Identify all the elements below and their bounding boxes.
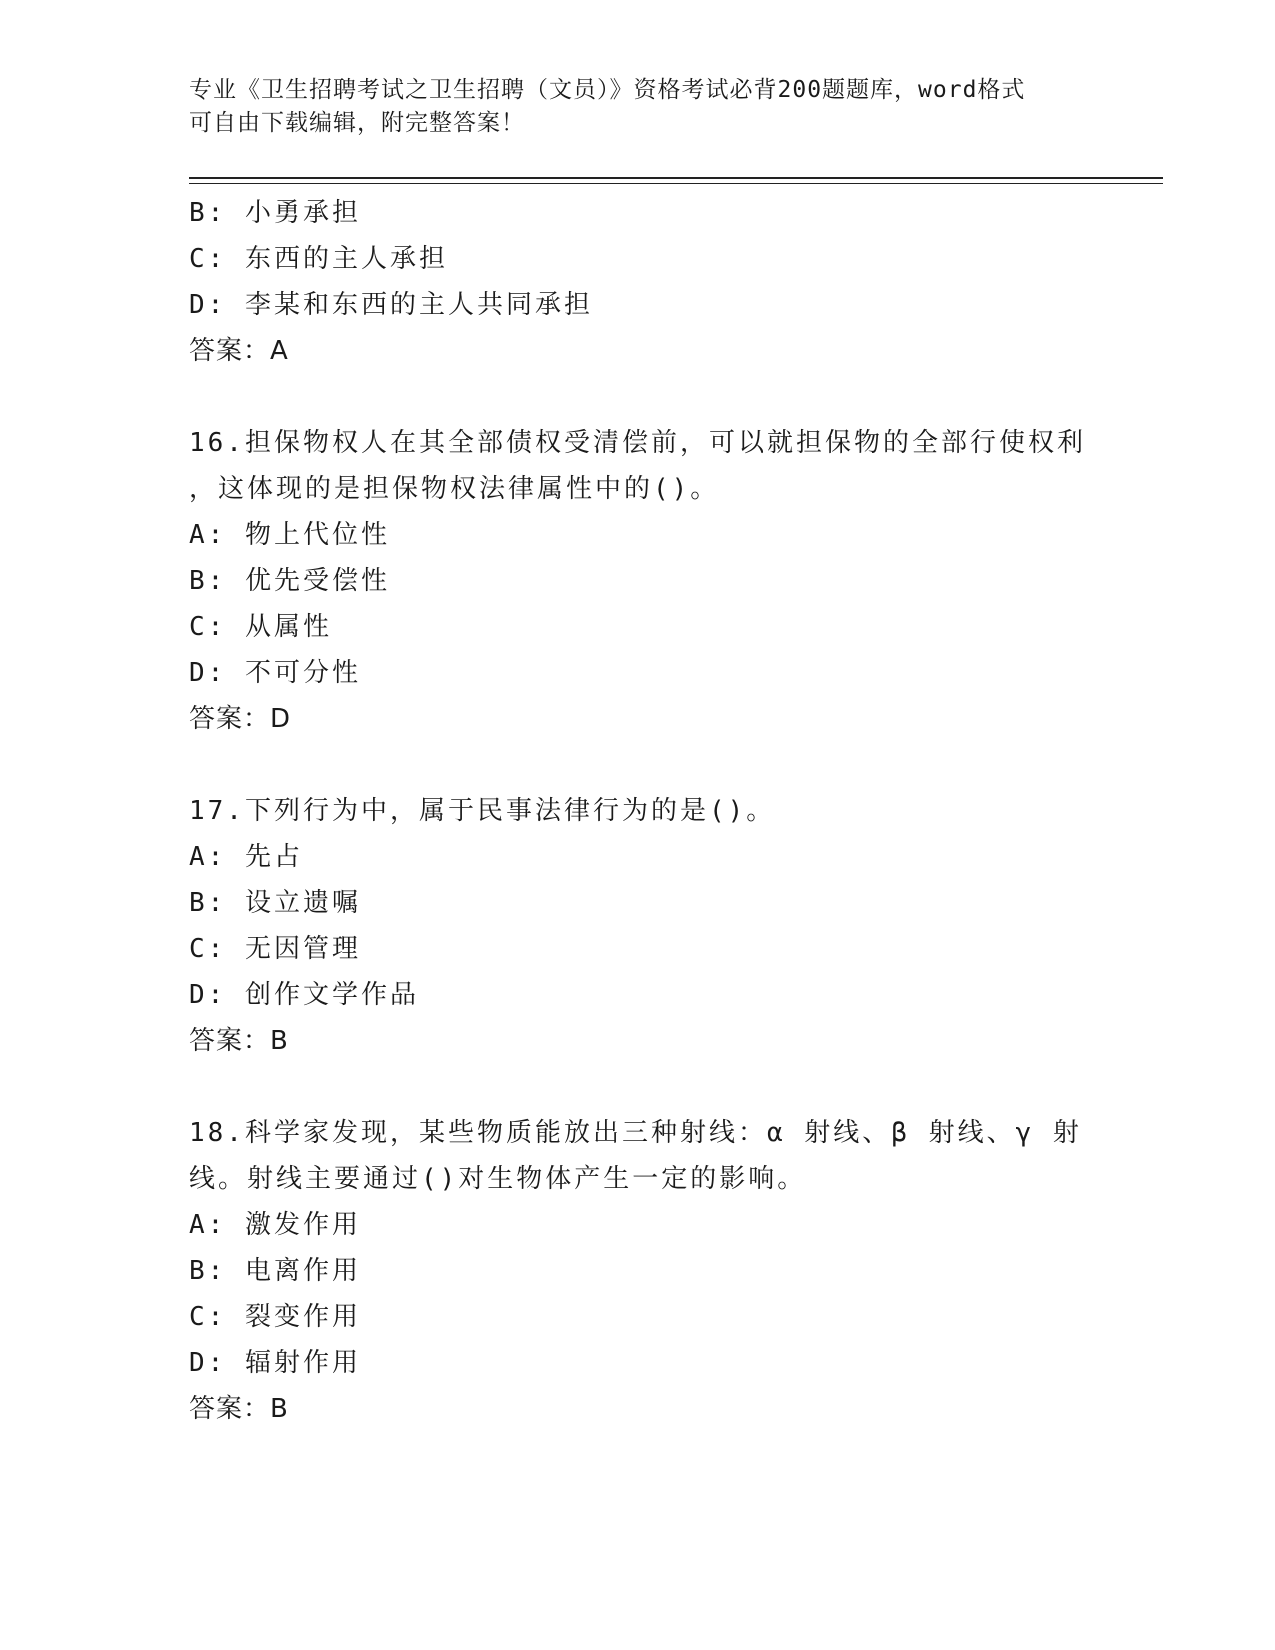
answer-line: 答案：B [189, 1394, 289, 1424]
option-a: A: 先占 [189, 842, 303, 872]
carryover-question [189, 190, 1089, 374]
question-stem-line2: 线。射线主要通过()对生物体产生一定的影响。 [189, 1164, 807, 1194]
option-a: A: 激发作用 [189, 1210, 361, 1240]
option-c: C: 东西的主人承担 [189, 244, 448, 274]
question-stem-line2: ，这体现的是担保物权法律属性中的()。 [189, 474, 720, 504]
option-d: D: 不可分性 [189, 658, 361, 688]
option-b: B: 小勇承担 [189, 198, 361, 228]
question-16 [189, 420, 1089, 742]
question-18 [189, 1110, 1089, 1432]
option-d: D: 李某和东西的主人共同承担 [189, 290, 593, 320]
option-c: C: 无因管理 [189, 934, 361, 964]
answer-line: 答案：D [189, 704, 292, 734]
spacer [189, 742, 1089, 788]
option-c: C: 从属性 [189, 612, 332, 642]
option-a: A: 物上代位性 [189, 520, 390, 550]
question-stem-line1: 18.科学家发现，某些物质能放出三种射线：α 射线、β 射线、γ 射 [189, 1118, 1082, 1148]
option-d: D: 辐射作用 [189, 1348, 361, 1378]
question-stem-line1: 16.担保物权人在其全部债权受清偿前，可以就担保物的全部行使权利 [189, 428, 1086, 458]
option-b: B: 设立遗嘱 [189, 888, 361, 918]
header-title-line2: 可自由下载编辑，附完整答案！ [189, 110, 525, 136]
question-17 [189, 788, 1089, 1064]
spacer [189, 1064, 1089, 1110]
header-title-line1: 专业《卫生招聘考试之卫生招聘（文员）》资格考试必背200题题库，word格式 [189, 77, 1026, 103]
header-rule-thick [189, 177, 1163, 179]
option-b: B: 优先受偿性 [189, 566, 390, 596]
answer-line: 答案：A [189, 336, 289, 366]
page-header [189, 74, 1089, 140]
question-stem-line1: 17.下列行为中，属于民事法律行为的是()。 [189, 796, 776, 826]
option-d: D: 创作文学作品 [189, 980, 419, 1010]
option-c: C: 裂变作用 [189, 1302, 361, 1332]
spacer [189, 374, 1089, 420]
question-content [189, 190, 1089, 1432]
option-b: B: 电离作用 [189, 1256, 361, 1286]
header-rule-thin [189, 183, 1163, 184]
answer-line: 答案：B [189, 1026, 289, 1056]
